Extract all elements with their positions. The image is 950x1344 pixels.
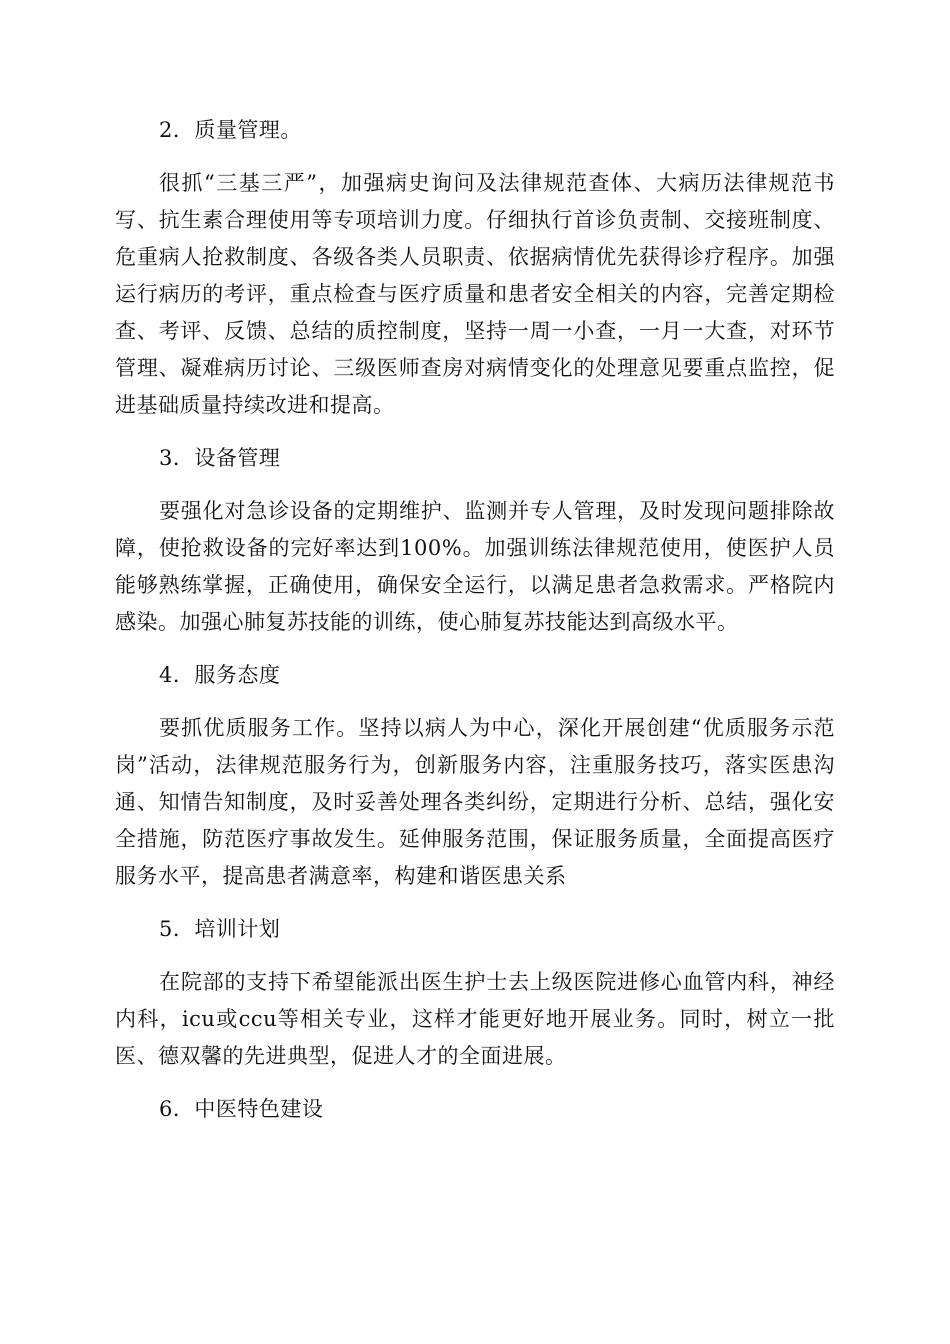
section-body-service: 要抓优质服务工作。坚持以病人为中心，深化开展创建“优质服务示范岗”活动，法律规范服务行为，创新服务内容，注重服务技巧，落实医患沟通、知情告知制度，及时妥善处理各类纠纷，定期进行分析、总结，强化安全措施，防范医疗事故发生。延伸服务范围，保证服务质量，全面提高医疗服务水平，提高患者满意率，构建和谐医患关系	[115, 716, 835, 888]
section-heading-quality: 2．质量管理。	[159, 118, 302, 142]
section-body-equipment: 要强化对急诊设备的定期维护、监测并专人管理，及时发现问题排除故障，使抢救设备的完好率达到100%。加强训练法律规范使用，使医护人员能够熟练掌握，正确使用，确保安全运行，以满足患者急救需求。严格院内感染。加强心肺复苏技能的训练，使心肺复苏技能达到高级水平。	[115, 499, 835, 634]
section-heading-training: 5．培训计划	[159, 917, 281, 941]
section-body-training: 在院部的支持下希望能派出医生护士去上级医院进修心血管内科，神经内科，icu或ccu等相关专业，这样才能更好地开展业务。同时，树立一批医、德双馨的先进典型，促进人才的全面进展。	[115, 970, 835, 1068]
section-heading-service: 4．服务态度	[159, 663, 281, 687]
section-body-quality: 很抓“三基三严”，加强病史询问及法律规范查体、大病历法律规范书写、抗生素合理使用等专项培训力度。仔细执行首诊负责制、交接班制度、危重病人抢救制度、各级各类人员职责、依据病情优先获得诊疗程序。加强运行病历的考评，重点检查与医疗质量和患者安全相关的内容，完善定期检查、考评、反馈、总结的质控制度，坚持一周一小查，一月一大查，对环节管理、凝难病历讨论、三级医师查房对病情变化的处理意见要重点监控，促进基础质量持续改进和提高。	[115, 171, 835, 417]
document-body	[115, 112, 835, 1128]
section-heading-tcm: 6．中医特色建设	[159, 1097, 324, 1121]
section-heading-equipment: 3．设备管理	[159, 446, 281, 470]
